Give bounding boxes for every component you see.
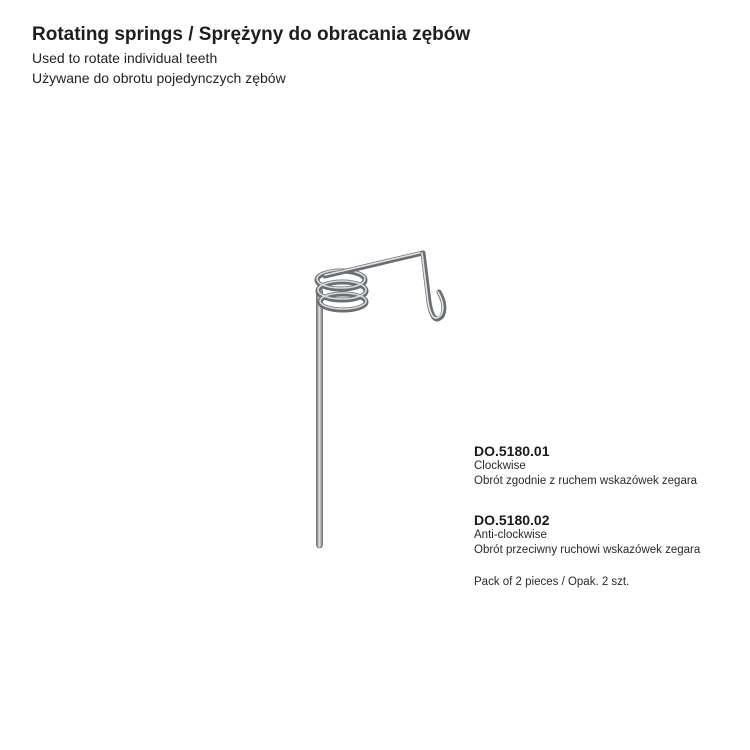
variant-anti-clockwise	[474, 512, 700, 558]
direction-english: Anti-clockwise	[474, 529, 547, 541]
variant-clockwise	[474, 443, 697, 489]
product-code: DO.5180.02	[474, 512, 550, 528]
direction-polish: Obrót zgodnie z ruchem wskazówek zegara	[474, 475, 698, 487]
description-polish: Używane do obrotu pojedynczych zębów	[32, 70, 286, 86]
rotating-spring-image	[295, 240, 465, 560]
direction-english: Clockwise	[474, 460, 526, 472]
description-english: Used to rotate individual teeth	[32, 50, 218, 66]
pack-info: Pack of 2 pieces / Opak. 2 szt.	[474, 576, 630, 588]
page-title: Rotating springs / Sprężyny do obracania zębów	[32, 24, 471, 45]
product-code: DO.5180.01	[474, 443, 550, 459]
direction-polish: Obrót przeciwny ruchowi wskazówek zegara	[474, 544, 701, 556]
